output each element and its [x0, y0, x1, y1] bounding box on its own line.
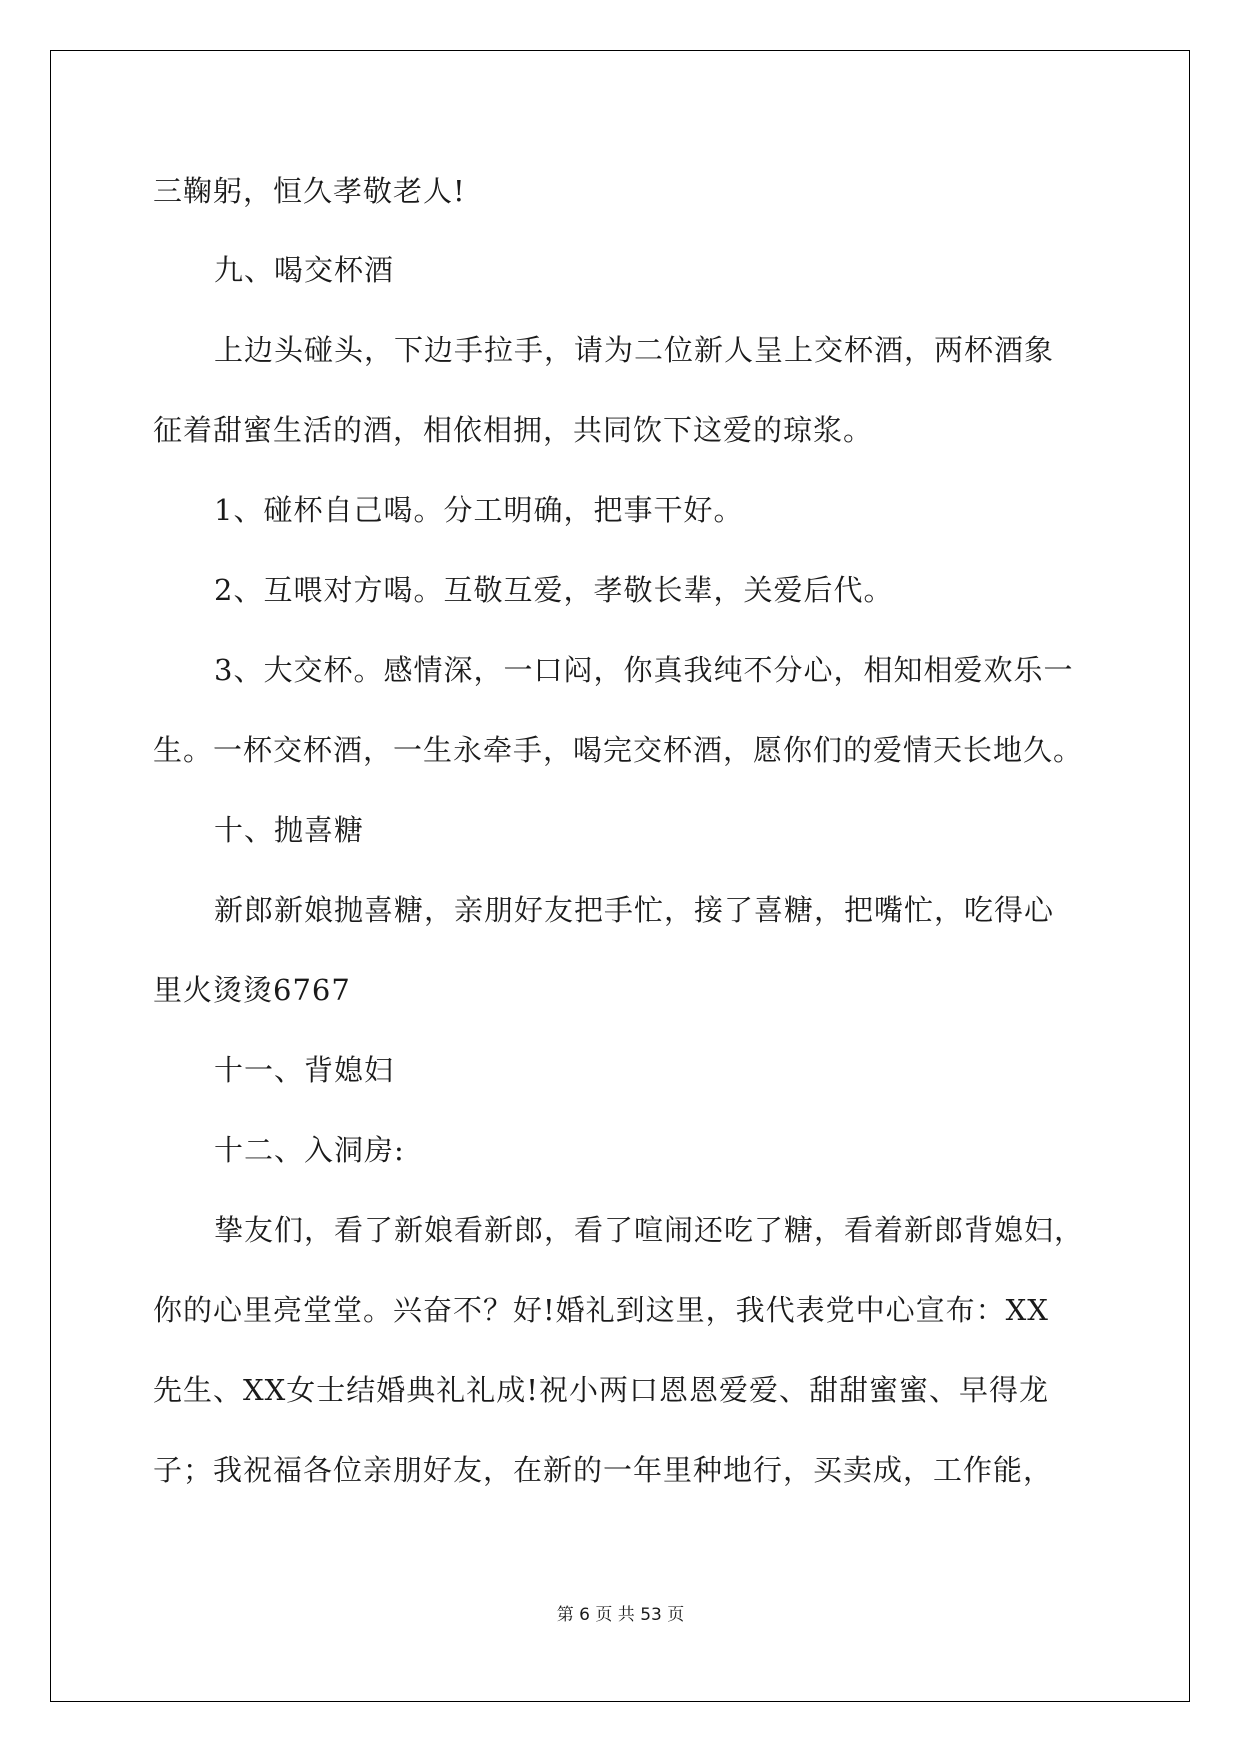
text-line: 1、碰杯自己喝。分工明确，把事干好。 [214, 493, 744, 527]
text-line: 先生、XX女士结婚典礼礼成!祝小两口恩恩爱爱、甜甜蜜蜜、早得龙 [153, 1373, 1049, 1407]
text-line: 新郎新娘抛喜糖，亲朋好友把手忙，接了喜糖，把嘴忙，吃得心 [214, 893, 1055, 927]
text-line: 2、互喂对方喝。互敬互爱，孝敬长辈，关爱后代。 [214, 573, 894, 607]
text-line: 3、大交杯。感情深，一口闷，你真我纯不分心，相知相爱欢乐一 [214, 653, 1074, 687]
section-heading: 十一、背媳妇 [214, 1053, 395, 1087]
text-line: 子；我祝福各位亲朋好友，在新的一年里种地行，买卖成，工作能， [153, 1453, 1054, 1487]
section-heading: 九、喝交杯酒 [214, 253, 395, 287]
text-line: 生。一杯交杯酒，一生永牵手，喝完交杯酒，愿你们的爱情天长地久。 [153, 733, 1084, 767]
text-line: 挚友们，看了新娘看新郎，看了喧闹还吃了糖，看着新郎背媳妇， [214, 1213, 1085, 1247]
page-number-footer: 第 6 页 共 53 页 [556, 1605, 685, 1625]
text-line: 里火烫烫6767 [153, 973, 351, 1007]
text-line: 上边头碰头，下边手拉手，请为二位新人呈上交杯酒，两杯酒象 [214, 333, 1055, 367]
text-line: 三鞠躬，恒久孝敬老人! [153, 174, 466, 208]
section-heading: 十、抛喜糖 [214, 813, 365, 847]
text-line: 征着甜蜜生活的酒，相依相拥，共同饮下这爱的琼浆。 [153, 413, 874, 447]
text-line: 你的心里亮堂堂。兴奋不？好!婚礼到这里，我代表党中心宣布：XX [153, 1293, 1049, 1327]
section-heading: 十二、入洞房: [214, 1133, 405, 1167]
